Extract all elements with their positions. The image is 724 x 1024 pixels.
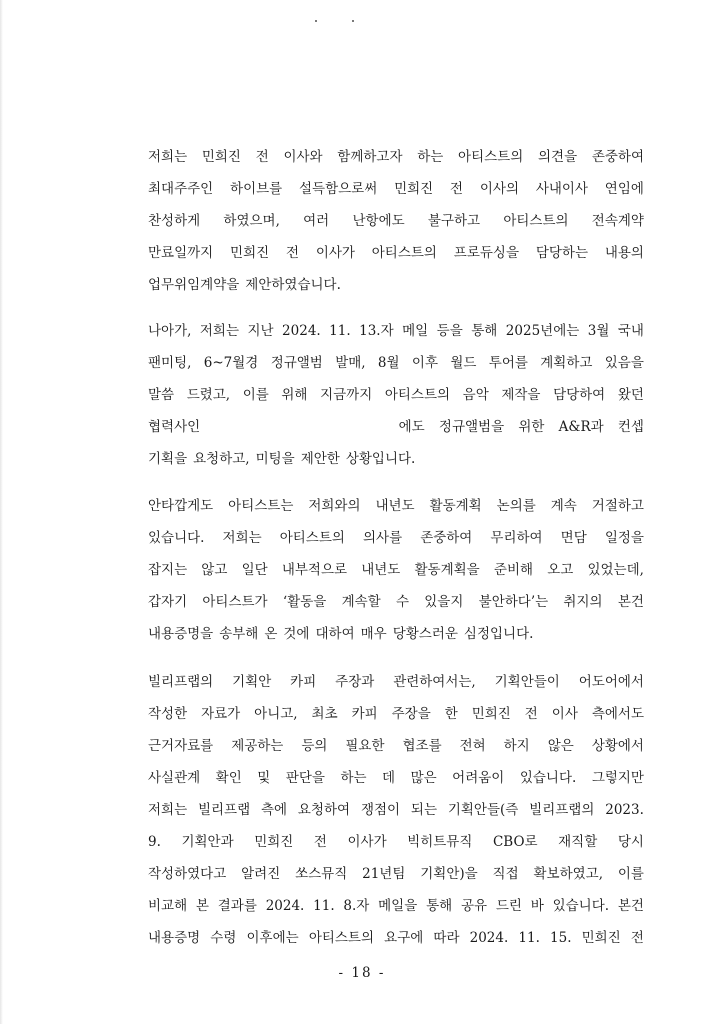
- word: 2025년에는: [505, 323, 580, 339]
- word: 13.자: [359, 323, 394, 339]
- word: 2024.: [282, 323, 321, 339]
- word: 작성한: [148, 706, 188, 722]
- word: 음악: [462, 387, 489, 403]
- word: 민희진: [230, 245, 270, 261]
- word: 온: [264, 626, 278, 642]
- word: 내용증명: [148, 930, 201, 946]
- text-line: [148, 586, 644, 618]
- word: 어려움이: [452, 770, 505, 786]
- word: 11.: [313, 898, 335, 914]
- word: 8.자: [343, 898, 370, 914]
- word: 이사의: [479, 181, 519, 197]
- word: 드린: [495, 898, 522, 914]
- word: 수령: [210, 930, 237, 946]
- word: 전: [255, 149, 269, 165]
- word: 하는: [417, 149, 444, 165]
- word: 11.: [329, 323, 351, 339]
- word: 투어를: [488, 355, 528, 371]
- word: 위한: [518, 419, 545, 435]
- word: 오고: [547, 562, 574, 578]
- word: CBO로: [492, 834, 538, 850]
- word: 전: [313, 834, 327, 850]
- word: 있을지: [424, 594, 464, 610]
- word: 이를: [617, 866, 644, 882]
- text-line: [148, 347, 644, 379]
- word: 위해: [281, 387, 308, 403]
- word: 관련하여서는,: [393, 674, 476, 690]
- word: 데: [382, 770, 396, 786]
- scan-speck: [315, 20, 317, 22]
- word: 바: [530, 898, 544, 914]
- word: 아티스트의: [308, 930, 375, 946]
- word: 기획안: [232, 674, 272, 690]
- word: 거절하고: [591, 498, 644, 514]
- text-line: [148, 794, 644, 826]
- word: 재직할: [558, 834, 598, 850]
- word: 한: [444, 706, 458, 722]
- word: 의사를: [363, 530, 403, 546]
- word: 및: [257, 770, 271, 786]
- word: 알려진: [241, 866, 281, 882]
- word: 논의를: [496, 498, 536, 514]
- word: 있습니다.: [148, 530, 205, 546]
- text-line: [148, 205, 644, 237]
- word: 측에서도: [591, 706, 644, 722]
- word: 기획안들(즉: [447, 802, 519, 818]
- text-line: [148, 762, 644, 794]
- word: 제안한: [300, 451, 340, 467]
- word: 민희진: [581, 930, 621, 946]
- word: 일정을: [604, 530, 644, 546]
- word: 통해: [426, 898, 453, 914]
- text-line: [148, 554, 644, 586]
- word: 이후: [411, 355, 438, 371]
- word: 계획하고: [540, 355, 593, 371]
- word: 잡지는: [148, 562, 188, 578]
- word: 있음을: [604, 355, 644, 371]
- word: 있습니다.: [519, 770, 577, 786]
- word: 정규앨범: [270, 355, 323, 371]
- word: 존중하여: [420, 530, 473, 546]
- text-line: [148, 490, 644, 522]
- word: 21년팀: [362, 866, 406, 882]
- text-line: [148, 315, 644, 347]
- word: 등의: [301, 738, 328, 754]
- word: 전속계약: [591, 213, 644, 229]
- word: 등을: [436, 323, 463, 339]
- scan-speck: [352, 20, 354, 22]
- word: 정규앨범을: [438, 419, 505, 435]
- word: 11.: [518, 930, 540, 946]
- word: 불구하고: [427, 213, 481, 229]
- text-line: [148, 141, 644, 173]
- paragraph: [148, 490, 644, 650]
- word: 최대주주인: [148, 181, 214, 197]
- word: 그렇지만: [591, 770, 644, 786]
- text-line: [148, 379, 644, 411]
- word: 말씀: [148, 387, 175, 403]
- word: 매우: [360, 626, 387, 642]
- word: 일단: [241, 562, 268, 578]
- word: 당시: [617, 834, 644, 850]
- word: 내용의: [604, 245, 644, 261]
- word: 제작을: [501, 387, 541, 403]
- word: 어도어에서: [578, 674, 644, 690]
- word: 있었는데,: [587, 562, 644, 578]
- word: 9.: [148, 834, 161, 850]
- word: 컨셉: [617, 419, 644, 435]
- word: 미팅을: [255, 451, 295, 467]
- word: 저희는: [222, 530, 262, 546]
- word: 비교해: [148, 898, 188, 914]
- page-number: - 18 -: [338, 965, 386, 981]
- word: 에도: [398, 419, 425, 435]
- word: 카피: [290, 674, 317, 690]
- word: 갑자기: [148, 594, 188, 610]
- word: 8월: [377, 355, 400, 371]
- word: 직접: [492, 866, 519, 882]
- word: 상황입니다.: [345, 451, 416, 467]
- word: 2024.: [469, 930, 509, 946]
- word: 2024.: [265, 898, 305, 914]
- word: 기획안)을: [420, 866, 478, 882]
- paragraph: [148, 666, 644, 954]
- text-line: [148, 522, 644, 554]
- word: 전: [285, 245, 300, 261]
- word: 활동계획: [429, 498, 482, 514]
- word: 협력사인: [148, 419, 201, 435]
- word: 자료가: [201, 706, 241, 722]
- word: 빌리프랩의: [148, 674, 214, 690]
- word: 민희진: [201, 149, 241, 165]
- word: 있습니다.: [552, 898, 610, 914]
- word: 기획을: [148, 451, 188, 467]
- word: 심정입니다.: [463, 626, 534, 642]
- word: 공유: [460, 898, 488, 914]
- word: 당황스러운: [392, 626, 458, 642]
- word: 아티스트의: [279, 530, 345, 546]
- word: 않고: [201, 562, 228, 578]
- word: 전: [630, 930, 644, 946]
- word: 측에: [260, 802, 288, 818]
- paragraph: [148, 141, 644, 301]
- word: 이사와: [283, 149, 323, 165]
- word: 연임에: [604, 181, 644, 197]
- word: 빅히트뮤직: [407, 834, 473, 850]
- word: 취지의: [563, 594, 603, 610]
- word: 아티스트의: [458, 149, 524, 165]
- word: 요청하고,: [193, 451, 250, 467]
- word: 이를: [242, 387, 269, 403]
- word: 저희와의: [308, 498, 361, 514]
- word: 빌리프랩의: [529, 802, 595, 818]
- word: 이사: [551, 706, 578, 722]
- word: 여러: [303, 213, 330, 229]
- word: 만료일까지: [148, 245, 214, 261]
- word: 수: [395, 594, 409, 610]
- word: 민희진: [394, 181, 434, 197]
- text-line: [148, 269, 644, 301]
- word: 저희는: [148, 149, 188, 165]
- word: ‘활동을: [282, 594, 327, 610]
- word: 주장과: [335, 674, 375, 690]
- word: 제공하는: [231, 738, 284, 754]
- word: 필요한: [345, 738, 385, 754]
- scan-edge-shadow: [0, 0, 3, 1024]
- word: 근거자료를: [148, 738, 214, 754]
- word: 발매,: [335, 355, 366, 371]
- word: 담당하는: [535, 245, 588, 261]
- word: 나아가,: [148, 323, 192, 339]
- word: 월드: [450, 355, 477, 371]
- word: 계속: [550, 498, 577, 514]
- word: 드렸고,: [186, 387, 231, 403]
- word: 하는: [340, 770, 367, 786]
- redacted-gap: [214, 411, 384, 443]
- word: 것에: [283, 626, 310, 642]
- word: 판단을: [285, 770, 325, 786]
- word: 하였으며,: [223, 213, 280, 229]
- word: 결과를: [217, 898, 257, 914]
- word: 프로듀싱을: [453, 245, 520, 261]
- word: 불안하다’는: [478, 594, 549, 610]
- word: 기획안들이: [494, 674, 560, 690]
- word: 아티스트는: [228, 498, 294, 514]
- word: 기획안과: [181, 834, 234, 850]
- word: 상황에서: [591, 738, 644, 754]
- word: 이후에는: [246, 930, 299, 946]
- word: 송부해: [219, 626, 259, 642]
- word: 내용증명을: [148, 626, 214, 642]
- text-line: [148, 826, 644, 858]
- word: 요청하여: [297, 802, 351, 818]
- word: 하이브를: [230, 181, 283, 197]
- text-line: [148, 237, 644, 269]
- word: 통해: [471, 323, 498, 339]
- word: 본건: [617, 594, 644, 610]
- word: 쟁점이: [360, 802, 401, 818]
- word: 난항에도: [352, 213, 405, 229]
- text-line: [148, 922, 644, 954]
- word: 메일: [402, 323, 429, 339]
- word: A&R과: [558, 419, 604, 435]
- word: 저희는: [148, 802, 188, 818]
- word: 쏘스뮤직: [295, 866, 348, 882]
- word: 설득함으로써: [299, 181, 378, 197]
- word: 내년도: [375, 498, 415, 514]
- word: 존중하여: [591, 149, 644, 165]
- text-line: [148, 890, 644, 922]
- word: 국내: [617, 323, 644, 339]
- word: 사내이사: [535, 181, 588, 197]
- word: 되는: [410, 802, 437, 818]
- word: 안타깝게도: [148, 498, 214, 514]
- word: 하지: [503, 738, 530, 754]
- word: 지난: [247, 323, 274, 339]
- word: 아티스트의: [371, 245, 437, 261]
- word: 전혀: [459, 738, 486, 754]
- word: 팬미팅,: [148, 355, 192, 371]
- word: 2023.: [605, 802, 644, 818]
- word: 아티스트의: [384, 387, 451, 403]
- word: 본: [195, 898, 209, 914]
- word: 계속할: [341, 594, 381, 610]
- word: 따라: [433, 930, 460, 946]
- word: 업무위임계약을: [148, 277, 240, 293]
- word: 저희는: [199, 323, 240, 339]
- word: 무리하여: [490, 530, 543, 546]
- word: 준비해: [493, 562, 534, 578]
- word: 내부적으로: [281, 562, 348, 578]
- word: 함께하고자: [337, 149, 403, 165]
- text-line: [148, 730, 644, 762]
- text-line: [148, 698, 644, 730]
- word: 최초: [311, 706, 338, 722]
- text-line: [148, 173, 644, 205]
- word: 않은: [547, 738, 574, 754]
- word: 제안하였습니다.: [245, 277, 341, 293]
- word: 확보하였고,: [533, 866, 603, 882]
- word: 아니고,: [254, 706, 298, 722]
- word: 주장을: [391, 706, 431, 722]
- word: 지금까지: [320, 387, 373, 403]
- word: 메일을: [378, 898, 418, 914]
- word: 아티스트가: [202, 594, 268, 610]
- word: 활동계획을: [414, 562, 480, 578]
- text-line: [148, 618, 644, 650]
- word: 전: [524, 706, 538, 722]
- word: 대하여: [315, 626, 355, 642]
- word: 사실관계: [148, 770, 201, 786]
- word: 민희진: [471, 706, 511, 722]
- word: 아티스트의: [503, 213, 569, 229]
- text-line: [148, 443, 644, 475]
- word: 많은: [410, 770, 437, 786]
- word: 왔던: [617, 387, 644, 403]
- word: 카피: [351, 706, 378, 722]
- word: 의견을: [537, 149, 578, 165]
- word: 본건: [617, 898, 644, 914]
- word: 15.: [550, 930, 572, 946]
- word: 이사가: [315, 245, 355, 261]
- text-line: [148, 666, 644, 698]
- paragraph: [148, 315, 644, 475]
- word: 전: [450, 181, 464, 197]
- text-line: [148, 858, 644, 890]
- word: 6~7월경: [203, 355, 259, 371]
- word: 3월: [587, 323, 610, 339]
- word: 담당하여: [553, 387, 606, 403]
- text-line: [148, 411, 644, 443]
- word: 찬성하게: [148, 213, 201, 229]
- word: 내년도: [361, 562, 401, 578]
- word: 이사가: [347, 834, 387, 850]
- word: 협조를: [402, 738, 442, 754]
- word: 요구에: [384, 930, 424, 946]
- word: 확인: [215, 770, 242, 786]
- word: 작성하였다고: [148, 866, 227, 882]
- word: 민희진: [254, 834, 294, 850]
- word: 빌리프랩: [197, 802, 251, 818]
- word: 면담: [560, 530, 587, 546]
